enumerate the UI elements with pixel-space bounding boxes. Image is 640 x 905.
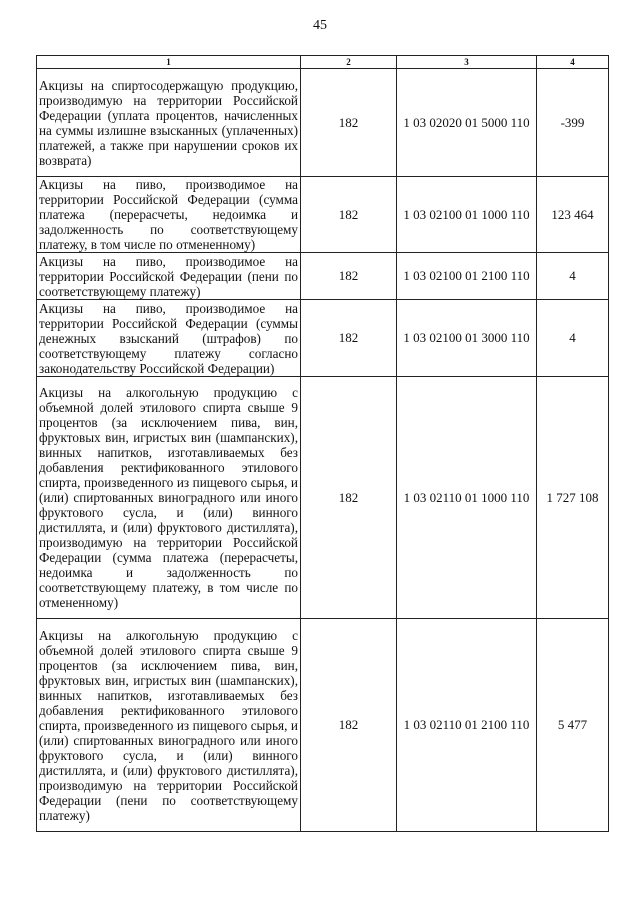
row-amount: 4 [537,300,609,377]
row-kbk: 1 03 02100 01 2100 110 [397,253,537,300]
table-header-row [37,56,609,69]
row-name: Акцизы на пиво, производимое на территории Российской Федерации (пени по соответствующему платежу) [37,253,301,300]
row-admin-code: 182 [301,377,397,619]
table-row [37,253,609,300]
row-amount: 1 727 108 [537,377,609,619]
row-name: Акцизы на пиво, производимое на территории Российской Федерации (сумма платежа (перерасчеты, недоимка и задолженность по соответствующему платежу, в том числе по отмененному) [37,177,301,253]
column-header-name: 1 [37,56,301,69]
row-admin-code: 182 [301,253,397,300]
row-kbk: 1 03 02100 01 1000 110 [397,177,537,253]
table-row [37,377,609,619]
table-row [37,300,609,377]
row-amount: -399 [537,69,609,177]
row-kbk: 1 03 02110 01 2100 110 [397,619,537,832]
column-header-kbk: 3 [397,56,537,69]
row-kbk: 1 03 02020 01 5000 110 [397,69,537,177]
table-row [37,619,609,832]
row-admin-code: 182 [301,619,397,832]
row-admin-code: 182 [301,300,397,377]
column-header-amount: 4 [537,56,609,69]
revenue-table [36,55,609,832]
row-amount: 4 [537,253,609,300]
table-row [37,177,609,253]
page-number: 45 [313,18,327,33]
row-name: Акцизы на спиртосодержащую продукцию, производимую на территории Российской Федерации (уплата процентов, начисленных на суммы излишне взысканных (уплаченных) платежей, а также при нарушении сроков их возврата) [37,69,301,177]
row-amount: 5 477 [537,619,609,832]
row-name: Акцизы на пиво, производимое на территории Российской Федерации (суммы денежных взысканий (штрафов) по соответствующему платежу согласно законодательству Российской Федерации) [37,300,301,377]
row-name: Акцизы на алкогольную продукцию с объемной долей этилового спирта свыше 9 процентов (за исключением пива, вин, фруктовых вин, игристых вин (шампанских), винных напитков, изготавливаемых без добавления ректификованного этилового спирта, произведенного из пищевого сырья, и (или) спиртованных виноградного или иного фруктового сусла, и (или) винного дистиллята, и (или) фруктового дистиллята), производимую на территории Российской Федерации (сумма платежа (перерасчеты, недоимка и задолженность по соответствующему платежу, в том числе по отмененному) [37,377,301,619]
row-admin-code: 182 [301,69,397,177]
row-amount: 123 464 [537,177,609,253]
row-kbk: 1 03 02100 01 3000 110 [397,300,537,377]
column-header-admin-code: 2 [301,56,397,69]
table-row [37,69,609,177]
row-kbk: 1 03 02110 01 1000 110 [397,377,537,619]
row-admin-code: 182 [301,177,397,253]
row-name: Акцизы на алкогольную продукцию с объемной долей этилового спирта свыше 9 процентов (за исключением пива, вин, фруктовых вин, игристых вин (шампанских), винных напитков, изготавливаемых без добавления ректификованного этилового спирта, произведенного из пищевого сырья, и (или) спиртованных виноградного или иного фруктового сусла, и (или) винного дистиллята, и (или) фруктового дистиллята), производимую на территории Российской Федерации (пени по соответствующему платежу) [37,619,301,832]
